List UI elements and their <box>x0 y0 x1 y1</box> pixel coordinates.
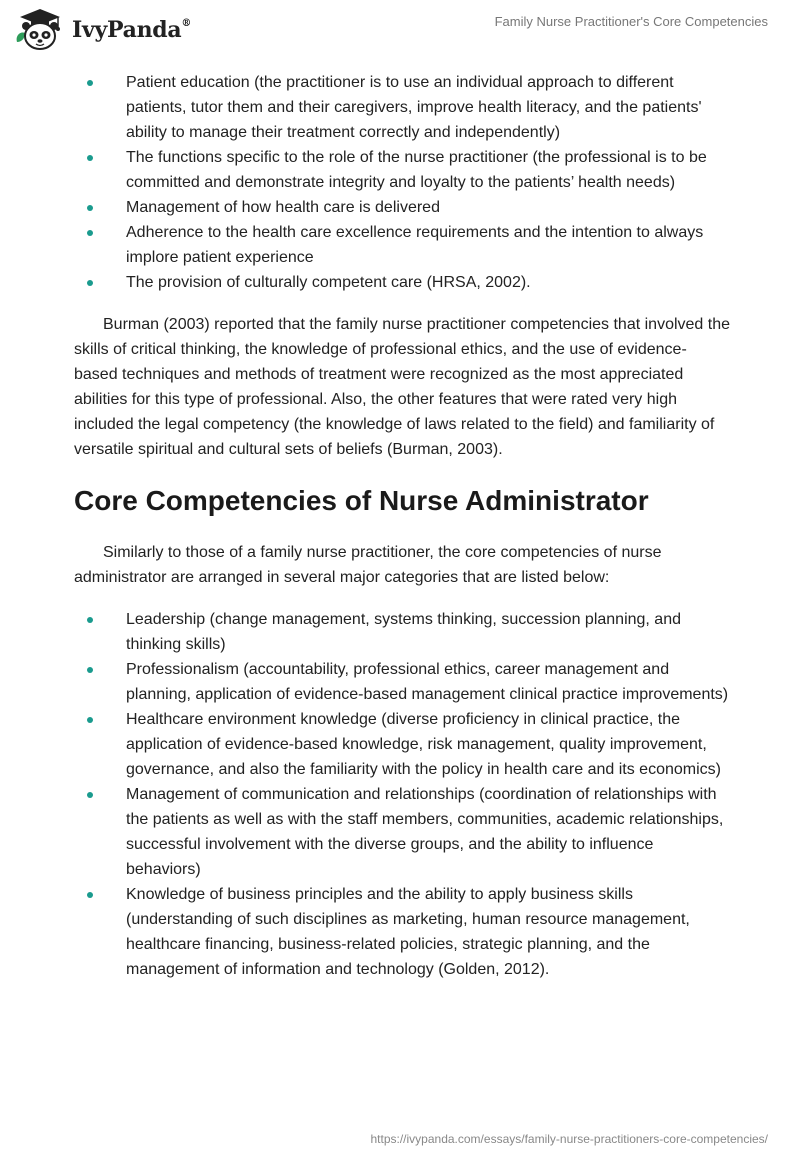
bullet-icon <box>87 80 93 86</box>
bullet-icon <box>87 155 93 161</box>
list-item: The provision of culturally competent care (HRSA, 2002). <box>74 270 730 295</box>
list-item: The functions specific to the role of the nurse practitioner (the professional is to be committed and demonstrate integrity and loyalty to the patients’ health needs) <box>74 145 730 195</box>
list-item: Management of communication and relationships (coordination of relationships with the patients as well as with the staff members, communities, academic relationships, successful involvement with the diverse groups, and the ability to influence behaviors) <box>74 782 730 882</box>
list-item: Management of how health care is delivered <box>74 195 730 220</box>
bullet-icon <box>87 892 93 898</box>
bullet-icon <box>87 667 93 673</box>
section-heading: Core Competencies of Nurse Administrator <box>74 485 649 516</box>
list-item: Leadership (change management, systems thinking, succession planning, and thinking skills) <box>74 607 730 657</box>
essay-content <box>74 70 730 982</box>
bullet-icon <box>87 792 93 798</box>
burman-paragraph: Burman (2003) reported that the family nurse practitioner competencies that involved the skills of critical thinking, the knowledge of professional ethics, and the use of evidence-based techniques and methods of treatment were recognized as the most appreciated abilities for this type of professional. Also, the other features that were rated very high included the legal competency (the knowledge of laws related to the field) and familiarity of versatile spiritual and cultural sets of beliefs (Burman, 2003). <box>74 316 730 458</box>
source-url[interactable]: https://ivypanda.com/essays/family-nurse-practitioners-core-competencies/ <box>370 1132 768 1146</box>
bullet-icon <box>87 617 93 623</box>
panda-graduate-icon <box>14 8 66 52</box>
list-item: Professionalism (accountability, professional ethics, career management and planning, application of evidence-based management clinical practice improvements) <box>74 657 730 707</box>
list-item: Healthcare environment knowledge (diverse proficiency in clinical practice, the application of evidence-based knowledge, risk management, quality improvement, governance, and also the familiarity with the policy in health care and its economics) <box>74 707 730 782</box>
document-title: Family Nurse Practitioner's Core Competencies <box>494 14 768 29</box>
bullet-icon <box>87 717 93 723</box>
brand-name: IvyPanda® <box>72 17 192 43</box>
intro-paragraph: Similarly to those of a family nurse practitioner, the core competencies of nurse administrator are arranged in several major categories that are listed below: <box>74 544 662 586</box>
page-header <box>0 0 800 60</box>
list-item: Knowledge of business principles and the ability to apply business skills (understanding of such disciplines as marketing, human resource management, healthcare financing, business-related policies, strategic planning, and the management of information and technology (Golden, 2012). <box>74 882 730 982</box>
bullet-icon <box>87 205 93 211</box>
bullet-icon <box>87 230 93 236</box>
bullet-icon <box>87 280 93 286</box>
administrator-competency-list <box>74 607 730 982</box>
registered-mark: ® <box>181 17 192 29</box>
list-item: Adherence to the health care excellence requirements and the intention to always implore patient experience <box>74 220 730 270</box>
list-item: Patient education (the practitioner is to use an individual approach to different patients, tutor them and their caregivers, improve health literacy, and the patients' ability to manage their treatment correctly and independently) <box>74 70 730 145</box>
ivypanda-logo[interactable] <box>14 8 191 52</box>
fnp-competency-list <box>74 70 730 295</box>
